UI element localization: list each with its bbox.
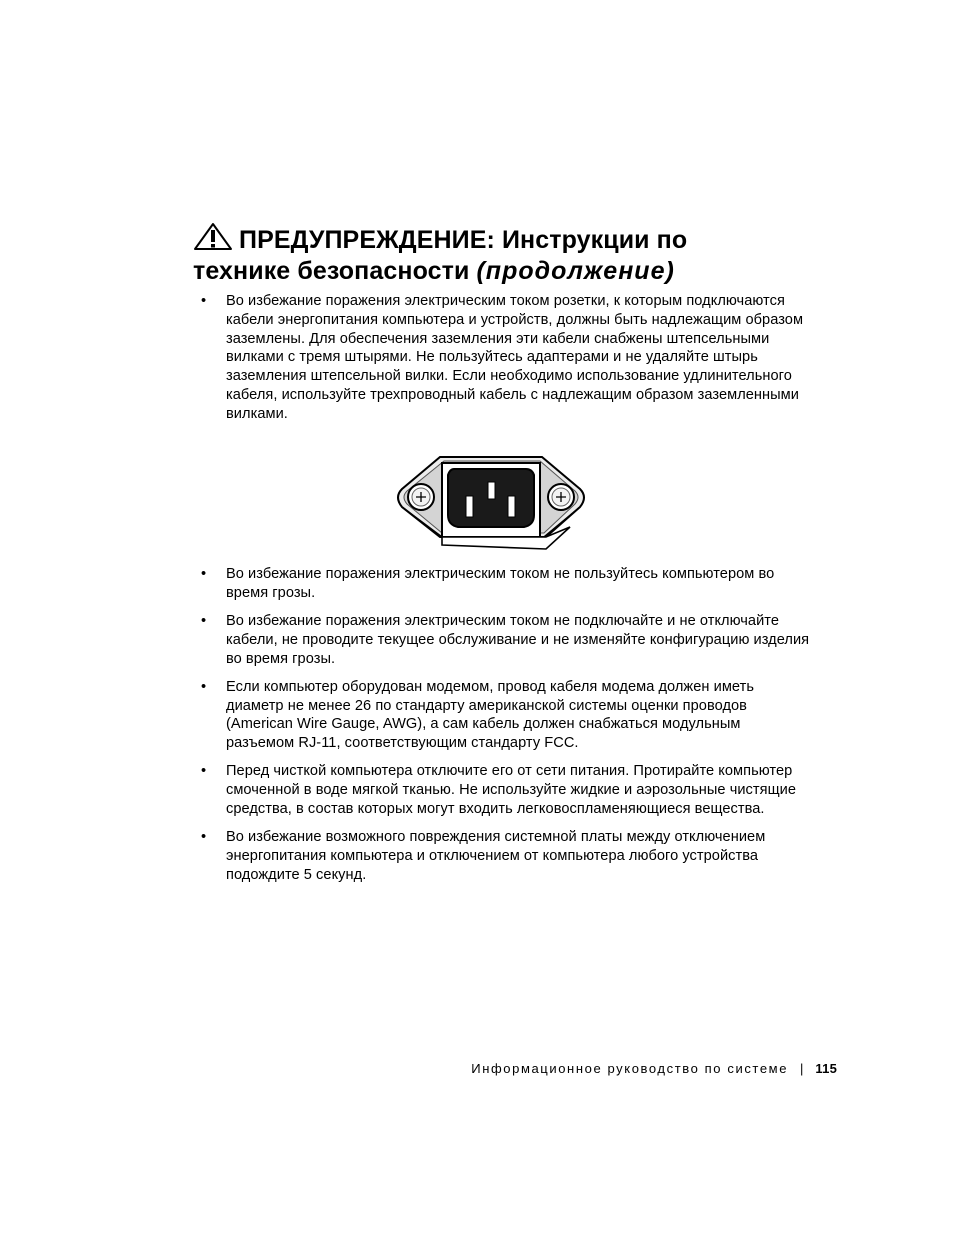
- footer-separator: |: [800, 1061, 804, 1076]
- section-heading: [193, 222, 833, 287]
- page-number: 115: [815, 1061, 837, 1076]
- warning-triangle-icon: [193, 222, 233, 250]
- list-item: [200, 678, 810, 753]
- list-item: [200, 565, 810, 603]
- bullet-icon: •: [201, 763, 207, 780]
- list-item: [200, 828, 810, 884]
- heading-line2: технике безопасности: [193, 257, 477, 285]
- bullet-list-top: [200, 292, 810, 424]
- bullet-icon: •: [201, 293, 207, 309]
- bullet-icon: •: [201, 678, 207, 695]
- list-item: [200, 612, 810, 668]
- footer-title: Информационное руководство по системе: [471, 1061, 789, 1076]
- grounded-power-connector-illustration: [394, 455, 588, 553]
- list-item-text: Перед чисткой компьютера отключите его от сети питания. Протирайте компьютер смоченной в воде мягкой тканью. Не используйте жидкие и аэрозольные чистящие средства, в состав которых могут входить легковоспламеняющиеся вещества.: [226, 763, 797, 817]
- bullet-icon: •: [201, 566, 207, 582]
- bullet-list-bottom: [200, 565, 810, 894]
- bullet-icon: •: [201, 829, 207, 846]
- list-item-text: Во избежание возможного повреждения системной платы между отключением энергопитания компьютера и отключением от компьютера любого устройства подождите 5 секунд.: [226, 829, 766, 883]
- bullet-icon: •: [201, 612, 207, 629]
- page-footer: [471, 1061, 837, 1076]
- list-item-text: Во избежание поражения электрическим током не пользуйтесь компьютером во время грозы.: [226, 566, 775, 601]
- heading-continued: (продолжение): [476, 257, 675, 285]
- list-item-text: Во избежание поражения электрическим током розетки, к которым подключаются кабели энергопитания компьютера и устройств, должны быть надлежащим образом заземлены. Для обеспечения заземления эти кабели снабжены штепсельными вилками с тремя штырями. Не пользуйтесь адаптерами и не удаляйте штырь заземления штепсельной вилки. Если необходимо использование удлинительного кабеля, используйте трехпроводный кабель с надлежащим образом заземленными вилками.: [226, 293, 804, 422]
- list-item-text: Если компьютер оборудован модемом, провод кабеля модема должен иметь диаметр не менее 26 по стандарту американской системы оценки проводов (American Wire Gauge, AWG), а сам кабель должен снабжаться модульным разъемом RJ-11, соответствующим стандарту FCC.: [226, 678, 754, 752]
- heading-line1: ПРЕДУПРЕЖДЕНИЕ: Инструкции по: [239, 226, 688, 254]
- list-item: [200, 292, 810, 424]
- list-item-text: Во избежание поражения электрическим током не подключайте и не отключайте кабели, не проводите текущее обслуживание и не изменяйте конфигурацию изделия во время грозы.: [226, 612, 810, 667]
- list-item: [200, 762, 810, 818]
